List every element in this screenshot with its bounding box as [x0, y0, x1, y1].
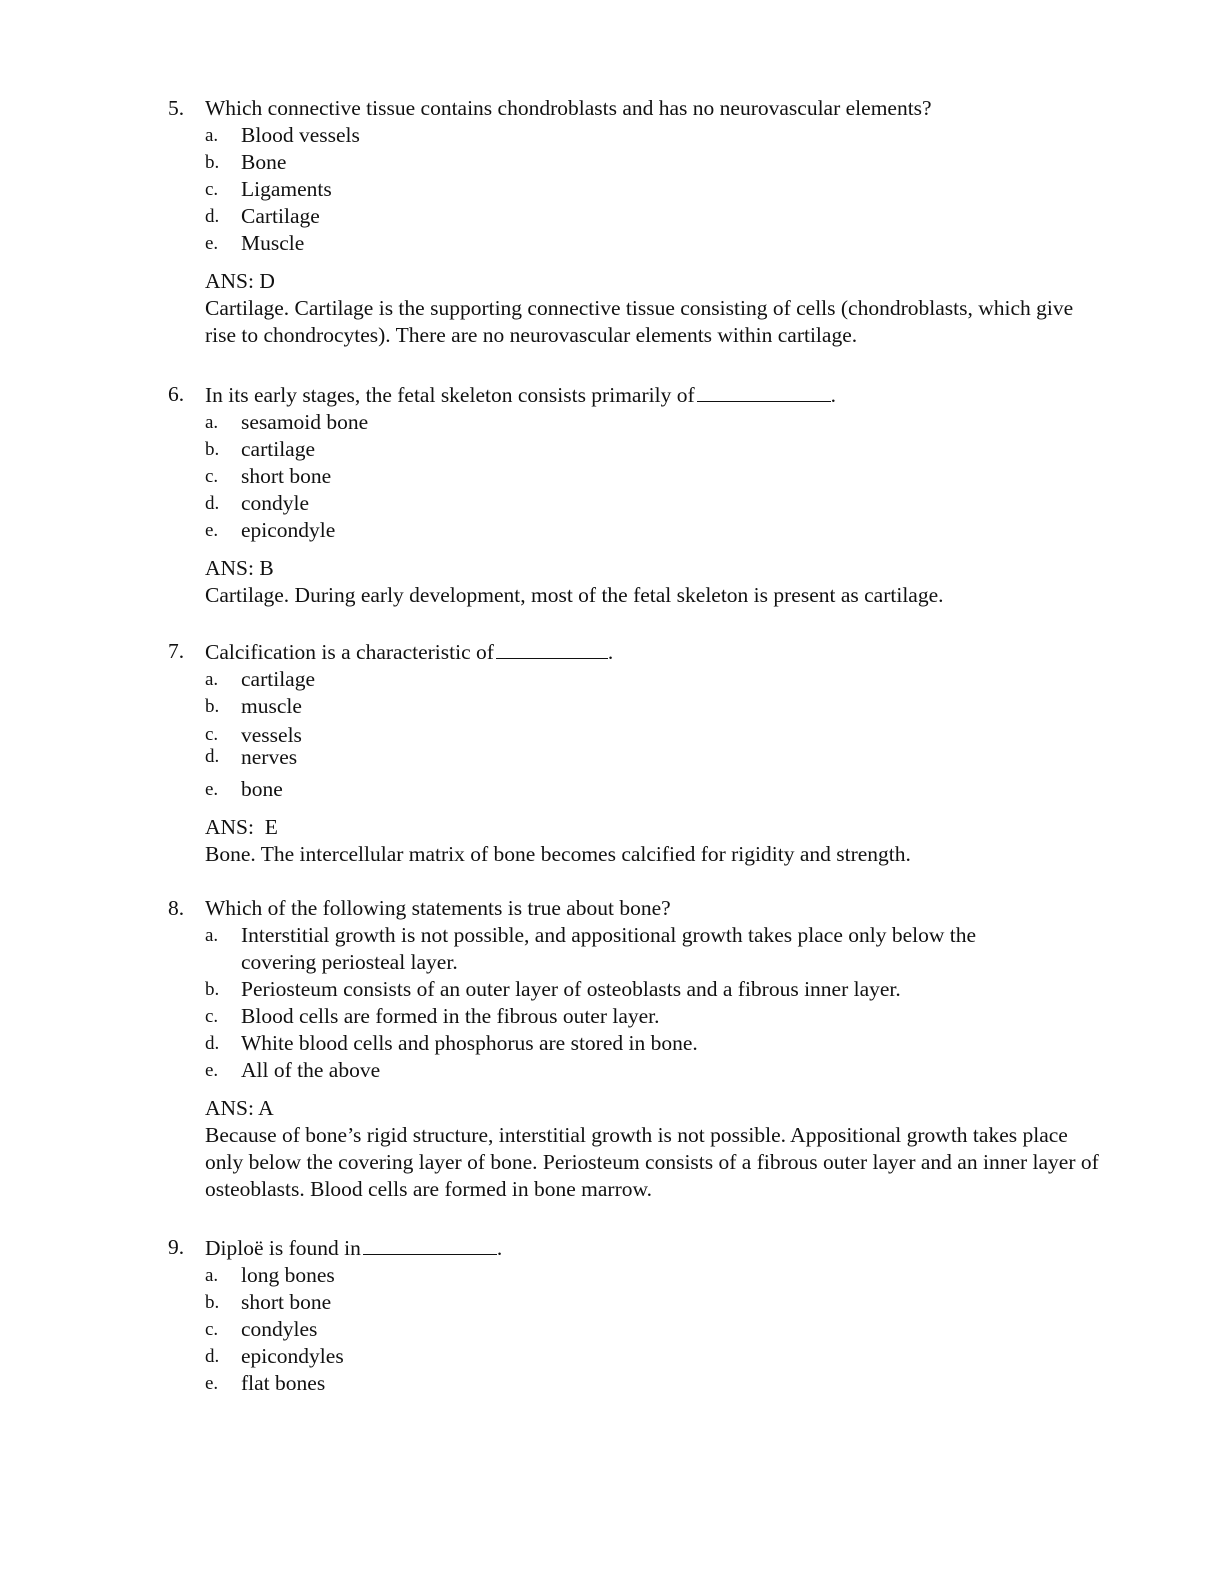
option-letter: b. [205, 439, 220, 460]
question-text: Which connective tissue contains chondroblasts and has no neurovascular elements? [205, 96, 932, 120]
options-list [168, 409, 1128, 544]
options-list [168, 666, 1128, 803]
option-a [205, 1262, 1128, 1289]
answer-blank [697, 381, 831, 402]
option-letter: c. [205, 1319, 219, 1340]
option-d [205, 203, 1128, 230]
option-text: Periosteum consists of an outer layer of osteoblasts and a fibrous inner layer. [241, 977, 901, 1001]
option-text: cartilage [241, 437, 316, 461]
option-letter: e. [205, 520, 219, 541]
option-e [205, 1370, 1128, 1397]
option-text: muscle [241, 694, 302, 718]
option-text: epicondyle [241, 518, 336, 542]
option-text: nerves [241, 745, 298, 769]
question-stem [168, 638, 1128, 666]
answer-rationale: Cartilage. During early development, most of the fetal skeleton is present as cartilage. [205, 583, 944, 607]
option-c [205, 723, 1128, 747]
option-letter: e. [205, 1373, 219, 1394]
question-7 [168, 638, 1128, 868]
option-a [205, 666, 1128, 693]
option-letter: d. [205, 493, 220, 514]
answer-key: ANS: A [205, 1096, 274, 1120]
option-text: sesamoid bone [241, 410, 369, 434]
option-e [205, 1057, 1128, 1084]
option-letter: d. [205, 1033, 220, 1054]
option-a [205, 922, 1031, 976]
option-text: short bone [241, 1290, 332, 1314]
answer-blank [363, 1234, 497, 1255]
question-8 [168, 895, 1128, 1203]
option-letter: b. [205, 979, 220, 1000]
option-letter: d. [205, 746, 220, 767]
option-text: epicondyles [241, 1344, 344, 1368]
option-d [205, 1030, 1128, 1057]
question-text: Calcification is a characteristic of [205, 640, 494, 664]
option-letter: a. [205, 669, 219, 690]
option-text: Interstitial growth is not possible, and appositional growth takes place only below the covering periosteal layer. [241, 923, 977, 974]
question-stem [168, 1234, 1128, 1262]
option-text: Muscle [241, 231, 305, 255]
option-d [205, 747, 1128, 767]
answer-block [168, 268, 1128, 349]
option-a [205, 122, 1128, 149]
option-letter: e. [205, 779, 219, 800]
option-text: bone [241, 777, 283, 801]
option-c [205, 1316, 1128, 1343]
option-letter: c. [205, 1006, 219, 1027]
option-text: long bones [241, 1263, 335, 1287]
option-text: Blood cells are formed in the fibrous outer layer. [241, 1004, 660, 1028]
question-text: In its early stages, the fetal skeleton consists primarily of [205, 383, 695, 407]
option-letter: e. [205, 233, 219, 254]
option-b [205, 149, 1128, 176]
option-text: Blood vessels [241, 123, 360, 147]
answer-rationale: Because of bone’s rigid structure, interstitial growth is not possible. Appositional growth takes place only below the covering layer of bone. Periosteum consists of a fibrous outer layer and an inner layer of osteoblasts. Blood cells are formed in bone marrow. [205, 1123, 1099, 1201]
option-text: condyles [241, 1317, 318, 1341]
option-text: flat bones [241, 1371, 326, 1395]
option-c [205, 463, 1128, 490]
option-letter: d. [205, 206, 220, 227]
options-list [168, 922, 1128, 1084]
question-9 [168, 1234, 1128, 1397]
question-number: 6. [168, 382, 185, 406]
option-b [205, 976, 1128, 1003]
option-b [205, 1289, 1128, 1316]
question-text-end: . [496, 1236, 503, 1260]
option-text: All of the above [241, 1058, 381, 1082]
option-text: cartilage [241, 667, 316, 691]
question-5 [168, 95, 1128, 349]
question-number: 7. [168, 639, 185, 663]
option-letter: b. [205, 696, 220, 717]
option-b [205, 436, 1128, 463]
option-text: short bone [241, 464, 332, 488]
answer-blank [496, 638, 608, 659]
question-stem [168, 895, 1128, 922]
question-text: Which of the following statements is true about bone? [205, 896, 671, 920]
answer-block [168, 555, 1128, 609]
option-letter: e. [205, 1060, 219, 1081]
answer-block [168, 814, 1128, 868]
option-e [205, 776, 1128, 803]
option-text: condyle [241, 491, 310, 515]
option-letter: a. [205, 412, 219, 433]
question-number: 8. [168, 896, 185, 920]
option-letter: d. [205, 1346, 220, 1367]
option-d [205, 1343, 1128, 1370]
question-number: 5. [168, 96, 185, 120]
option-d [205, 490, 1128, 517]
option-c [205, 1003, 1128, 1030]
question-stem [168, 95, 1128, 122]
option-letter: a. [205, 925, 219, 946]
option-letter: c. [205, 724, 219, 745]
option-letter: b. [205, 152, 220, 173]
answer-key: ANS: E [205, 815, 278, 839]
question-text: Diploë is found in [205, 1236, 361, 1260]
option-letter: a. [205, 125, 219, 146]
question-text-end: . [830, 383, 836, 407]
option-letter: c. [205, 466, 219, 487]
answer-rationale: Bone. The intercellular matrix of bone becomes calcified for rigidity and strength. [205, 842, 911, 866]
option-text: vessels [241, 723, 302, 747]
option-letter: b. [205, 1292, 220, 1313]
options-list [168, 1262, 1128, 1397]
question-number: 9. [168, 1235, 185, 1259]
question-6 [168, 381, 1128, 609]
answer-key: ANS: D [205, 269, 275, 293]
option-a [205, 409, 1128, 436]
option-letter: c. [205, 179, 219, 200]
option-text: Cartilage [241, 204, 320, 228]
option-text: White blood cells and phosphorus are stored in bone. [241, 1031, 698, 1055]
options-list [168, 122, 1128, 257]
option-text: Bone [241, 150, 287, 174]
answer-rationale: Cartilage. Cartilage is the supporting connective tissue consisting of cells (chondroblasts, which give rise to chondrocytes). There are no neurovascular elements within cartilage. [205, 296, 1074, 347]
question-stem [168, 381, 1128, 409]
option-e [205, 230, 1128, 257]
option-text: Ligaments [241, 177, 332, 201]
question-text-end: . [607, 640, 614, 664]
option-b [205, 693, 1128, 720]
answer-block [168, 1095, 1128, 1203]
option-e [205, 517, 1128, 544]
option-letter: a. [205, 1265, 219, 1286]
answer-key: ANS: B [205, 556, 274, 580]
option-c [205, 176, 1128, 203]
